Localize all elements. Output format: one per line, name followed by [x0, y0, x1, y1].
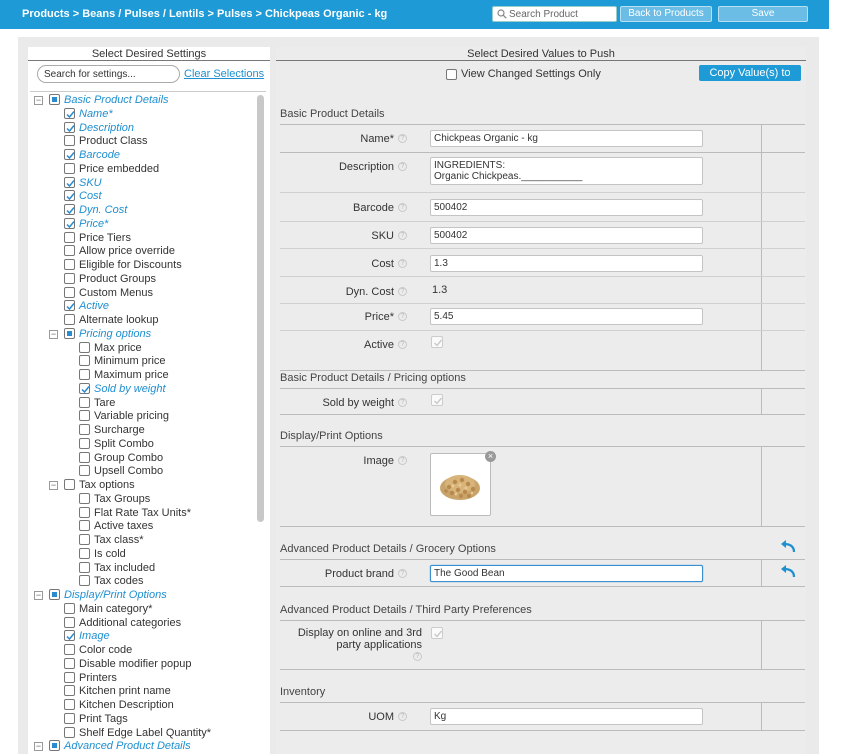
tree-item[interactable]	[30, 190, 266, 203]
tree-item-label: Additional categories	[79, 616, 182, 629]
search-icon	[497, 9, 507, 19]
tree-item-checkbox[interactable]	[64, 204, 75, 215]
tree-item-label: Advanced Product Details	[64, 740, 191, 753]
info-icon: ?	[398, 312, 407, 321]
tree-item[interactable]	[30, 122, 266, 135]
tree-item-label: Tax codes	[94, 575, 144, 588]
tree-item-label: Tax options	[79, 479, 135, 491]
section-grocery-title: Advanced Product Details / Grocery Options	[280, 543, 496, 555]
tree-item-checkbox[interactable]	[64, 135, 75, 146]
undo-brand-icon[interactable]	[780, 565, 796, 579]
info-icon: ?	[398, 203, 407, 212]
tree-item-checkbox[interactable]	[79, 424, 90, 435]
tree-item-checkbox[interactable]	[64, 314, 75, 325]
tree-item[interactable]	[30, 562, 266, 575]
info-icon: ?	[398, 162, 407, 171]
tree-item[interactable]	[30, 424, 266, 437]
tree-item-checkbox[interactable]	[64, 672, 75, 683]
tree-item-label: Cost	[79, 190, 102, 203]
tree-item-checkbox[interactable]	[64, 603, 75, 614]
tree-item-checkbox[interactable]	[64, 273, 75, 284]
soldby-label: Sold by weight ?	[277, 397, 407, 409]
tree-item[interactable]	[30, 218, 266, 231]
tree-item-label: Kitchen print name	[79, 685, 171, 698]
tree-item-checkbox[interactable]	[49, 94, 60, 105]
tree-item[interactable]	[30, 713, 266, 726]
tree-item-checkbox[interactable]	[64, 190, 75, 201]
tree-item-label: Variable pricing	[94, 410, 170, 423]
check-icon	[65, 109, 76, 120]
check-icon	[65, 178, 76, 189]
sku-input[interactable]	[430, 227, 703, 244]
product-search-input[interactable]	[509, 7, 614, 21]
tree-item-label: Price*	[79, 217, 109, 230]
tree-item-label: Group Combo	[94, 451, 164, 464]
top-bar	[0, 0, 829, 29]
tree-item[interactable]	[30, 465, 266, 478]
collapse-icon[interactable]: −	[35, 741, 42, 752]
save-button[interactable]: Save	[718, 6, 808, 22]
tree-item[interactable]	[30, 699, 266, 712]
info-icon: ?	[398, 569, 407, 578]
clear-selections-link[interactable]: Clear Selections	[184, 68, 265, 80]
product-search-box[interactable]	[492, 6, 617, 22]
tree-item-checkbox[interactable]	[49, 740, 60, 751]
tree-item-checkbox[interactable]	[64, 699, 75, 710]
tree-item-checkbox[interactable]	[64, 232, 75, 243]
tree-item-checkbox[interactable]	[64, 177, 75, 188]
tree-item-checkbox[interactable]	[64, 163, 75, 174]
check-icon	[432, 337, 444, 349]
price-label: Price* ?	[277, 311, 407, 323]
uom-input[interactable]	[430, 708, 703, 725]
tree-item[interactable]	[30, 94, 266, 107]
tree-item-label: Eligible for Discounts	[79, 259, 182, 271]
tree-item-checkbox[interactable]	[64, 685, 75, 696]
section-third-title: Advanced Product Details / Third Party Preferences	[280, 604, 532, 616]
tree-item-label: Tax class*	[94, 534, 144, 546]
tree-item[interactable]	[30, 177, 266, 190]
info-icon: ?	[398, 340, 407, 349]
tree-item[interactable]	[30, 727, 266, 740]
image-divider	[761, 446, 762, 527]
info-icon: ?	[398, 456, 407, 465]
values-header-divider	[276, 60, 806, 61]
tree-item[interactable]	[30, 259, 266, 272]
tree-item-label: Barcode	[79, 149, 120, 161]
tree-item-label: Shelf Edge Label Quantity*	[79, 726, 212, 739]
tree-item-checkbox[interactable]	[79, 397, 90, 408]
settings-search-input[interactable]	[44, 66, 174, 82]
tree-item-checkbox[interactable]	[79, 369, 90, 380]
tree-item[interactable]	[30, 149, 266, 162]
view-changed-label: View Changed Settings Only	[461, 68, 601, 80]
brand-input[interactable]	[430, 565, 703, 582]
collapse-icon[interactable]: −	[35, 95, 42, 105]
tree-item[interactable]	[30, 644, 266, 657]
remove-image-icon[interactable]: ×	[485, 451, 496, 462]
tree-item[interactable]	[30, 397, 266, 410]
check-icon	[65, 123, 76, 134]
check-icon	[65, 301, 76, 312]
tree-item-label: Is cold	[94, 547, 126, 560]
tree-item[interactable]	[30, 273, 266, 286]
settings-search-box[interactable]	[37, 65, 180, 83]
tree-item-checkbox[interactable]	[64, 245, 75, 256]
tree-item[interactable]	[30, 740, 266, 753]
tree-item-label: Printers	[79, 671, 117, 684]
tree-item[interactable]	[30, 287, 266, 300]
settings-header-divider	[28, 60, 270, 61]
barcode-input[interactable]	[430, 199, 703, 216]
tree-item-label: Sold by weight	[94, 382, 166, 395]
tree-item-label: Surcharge	[94, 424, 145, 436]
tree-item-checkbox[interactable]	[64, 108, 75, 119]
tree-item[interactable]	[30, 507, 266, 520]
tree-item[interactable]	[30, 685, 266, 698]
tree-item-checkbox[interactable]	[79, 548, 90, 559]
price-input[interactable]	[430, 308, 703, 325]
tree-item[interactable]	[30, 410, 266, 423]
info-icon: ?	[398, 134, 407, 143]
online-label: Display on online and 3rd party applications ?	[297, 627, 422, 660]
tree-item-checkbox[interactable]	[64, 644, 75, 655]
tree-item-checkbox[interactable]	[64, 713, 75, 724]
tree-item-label: Tax included	[94, 561, 156, 574]
tree-item[interactable]	[30, 617, 266, 630]
uom-divider	[761, 702, 762, 731]
tree-item-label: Active taxes	[94, 520, 154, 533]
info-icon: ?	[413, 652, 422, 661]
tree-item-label: Active	[79, 300, 109, 313]
section-pricing-title: Basic Product Details / Pricing options	[280, 372, 466, 384]
tree-item-label: Dyn. Cost	[79, 204, 128, 216]
tree-item-checkbox[interactable]	[64, 259, 75, 270]
check-icon	[65, 205, 76, 216]
dyncost-label: Dyn. Cost ?	[277, 286, 407, 298]
tree-item-label: Tax Groups	[94, 492, 151, 505]
name-label: Name* ?	[277, 133, 407, 145]
soldby-divider	[761, 388, 762, 415]
tree-item[interactable]	[30, 493, 266, 506]
tree-item-label: Disable modifier popup	[79, 657, 192, 670]
sku-label: SKU ?	[277, 230, 407, 242]
tree-item-label: SKU	[79, 176, 102, 189]
active-label: Active ?	[277, 339, 407, 351]
tree-item-label: Upsell Combo	[94, 465, 164, 478]
tree-item-checkbox[interactable]	[79, 520, 90, 531]
section-inventory-title: Inventory	[280, 686, 326, 698]
tree-item[interactable]	[30, 630, 266, 643]
image-label: Image ?	[277, 455, 407, 467]
tree-item-checkbox[interactable]	[79, 355, 90, 366]
tree-item-label: Minimum price	[94, 355, 166, 368]
info-icon: ?	[398, 259, 407, 268]
tree-item-checkbox[interactable]	[64, 287, 75, 298]
tree-item[interactable]	[30, 575, 266, 588]
tree-item-label: Product Groups	[79, 272, 157, 285]
tree-item-checkbox[interactable]	[79, 438, 90, 449]
brand-divider	[761, 559, 762, 587]
values-header: Select Desired Values to Push	[467, 48, 615, 60]
tree-item-label: Price embedded	[79, 162, 160, 175]
tree-item-label: Name*	[79, 107, 113, 120]
tree-item-checkbox[interactable]	[64, 479, 75, 490]
tree-item-label: Basic Product Details	[64, 94, 169, 106]
tree-item-label: Print Tags	[79, 712, 128, 725]
tree-item[interactable]	[30, 108, 266, 121]
view-changed-checkbox[interactable]	[446, 69, 457, 80]
tree-item-checkbox[interactable]	[64, 328, 75, 339]
check-icon	[80, 384, 91, 395]
collapse-icon[interactable]: −	[50, 328, 57, 339]
tree-item-checkbox[interactable]	[79, 534, 90, 545]
active-checkbox	[431, 336, 443, 348]
tree-item[interactable]	[30, 355, 266, 368]
tree-item[interactable]	[30, 672, 266, 685]
tree-item[interactable]	[30, 438, 266, 451]
tree-item[interactable]	[30, 245, 266, 258]
tree-item-label: Custom Menus	[79, 286, 153, 299]
undo-section-icon[interactable]	[780, 540, 796, 554]
tree-item[interactable]	[30, 300, 266, 313]
active-row-sep	[280, 330, 805, 331]
tree-item[interactable]	[30, 452, 266, 465]
tree-item-label: Image	[79, 630, 110, 643]
tree-item-checkbox[interactable]	[79, 465, 90, 476]
info-icon: ?	[398, 712, 407, 721]
tree-item-checkbox[interactable]	[79, 383, 90, 394]
tree-item-label: Max price	[94, 341, 142, 354]
check-icon	[65, 150, 76, 161]
tree-item[interactable]	[30, 520, 266, 533]
tree-item[interactable]	[30, 204, 266, 217]
tree-item[interactable]	[30, 658, 266, 671]
check-icon	[65, 219, 76, 230]
online-checkbox	[431, 627, 443, 639]
product-image[interactable]	[430, 453, 491, 516]
tree-item-checkbox[interactable]	[79, 452, 90, 463]
breadcrumb[interactable]: Products > Beans / Pulses / Lentils > Pulses > Chickpeas Organic - kg	[22, 8, 388, 20]
check-icon	[65, 191, 76, 202]
tree-item[interactable]	[30, 548, 266, 561]
tree-item-label: Allow price override	[79, 245, 175, 258]
tree-item-checkbox[interactable]	[79, 342, 90, 353]
tree-item[interactable]	[30, 589, 266, 602]
tree-scrollbar[interactable]	[257, 95, 264, 522]
tree-item-checkbox[interactable]	[64, 149, 75, 160]
collapse-icon[interactable]: −	[50, 480, 57, 490]
settings-header: Select Desired Settings	[91, 48, 207, 60]
tree-item[interactable]	[30, 383, 266, 396]
cost-label: Cost ?	[277, 258, 407, 270]
tree-item-checkbox[interactable]	[64, 218, 75, 229]
brand-label: Product brand ?	[277, 568, 407, 580]
tree-item-checkbox[interactable]	[49, 589, 60, 600]
tree-item-label: Pricing options	[79, 327, 152, 340]
chickpeas-image	[431, 454, 490, 515]
dyncost-value: 1.3	[432, 284, 448, 296]
info-icon: ?	[398, 287, 407, 296]
tree-item-label: Color code	[79, 644, 133, 656]
check-icon	[432, 395, 444, 407]
tree-item-checkbox[interactable]	[64, 630, 75, 641]
tree-item-label: Tare	[94, 396, 116, 409]
tree-item-label: Split Combo	[94, 437, 154, 450]
tree-item-checkbox[interactable]	[64, 122, 75, 133]
tree-item-label: Description	[79, 121, 135, 134]
tree-item[interactable]	[30, 232, 266, 245]
name-input[interactable]	[430, 130, 703, 147]
tree-item-label: Price Tiers	[79, 231, 131, 244]
tree-item-label: Kitchen Description	[79, 699, 174, 711]
tree-item[interactable]	[30, 342, 266, 355]
cost-input[interactable]	[430, 255, 703, 272]
tree-item-checkbox[interactable]	[79, 507, 90, 518]
section-display-title: Display/Print Options	[280, 430, 383, 442]
tree-item-checkbox[interactable]	[64, 727, 75, 738]
tree-item-checkbox[interactable]	[79, 410, 90, 421]
tree-item[interactable]	[30, 369, 266, 382]
soldby-checkbox	[431, 394, 443, 406]
tree-item[interactable]	[30, 328, 266, 341]
collapse-icon[interactable]: −	[35, 590, 42, 600]
back-to-products-button[interactable]: Back to Products	[620, 6, 712, 22]
tree-item[interactable]	[30, 163, 266, 176]
info-icon: ?	[398, 398, 407, 407]
tree-item[interactable]	[30, 479, 266, 492]
tree-item-checkbox[interactable]	[64, 658, 75, 669]
tree-item-checkbox[interactable]	[79, 575, 90, 586]
tree-item-label: Maximum price	[94, 369, 169, 381]
tree-item[interactable]	[30, 603, 266, 616]
tree-item-checkbox[interactable]	[64, 300, 75, 311]
tree-item-label: Display/Print Options	[64, 589, 167, 601]
tree-item[interactable]	[30, 135, 266, 148]
tree-item[interactable]	[30, 314, 266, 327]
tree-item-checkbox[interactable]	[79, 562, 90, 573]
tree-item-label: Alternate lookup	[79, 314, 159, 326]
description-label: Description ?	[277, 161, 407, 173]
barcode-label: Barcode ?	[277, 202, 407, 214]
info-icon: ?	[398, 231, 407, 240]
tree-item-checkbox[interactable]	[64, 617, 75, 628]
tree-item-label: Flat Rate Tax Units*	[94, 506, 192, 519]
copy-values-button[interactable]: Copy Value(s) to	[699, 65, 801, 81]
tree-item-checkbox[interactable]	[79, 493, 90, 504]
online-divider	[761, 620, 762, 670]
section-basic-title: Basic Product Details	[280, 108, 385, 120]
check-icon	[65, 631, 76, 642]
tree-item-label: Main category*	[79, 602, 153, 615]
tree-item-label: Product Class	[79, 135, 148, 148]
uom-label: UOM ?	[277, 711, 407, 723]
settings-tree	[30, 91, 266, 754]
description-textarea[interactable]	[430, 157, 703, 185]
tree-item[interactable]	[30, 534, 266, 547]
check-icon	[432, 628, 444, 640]
